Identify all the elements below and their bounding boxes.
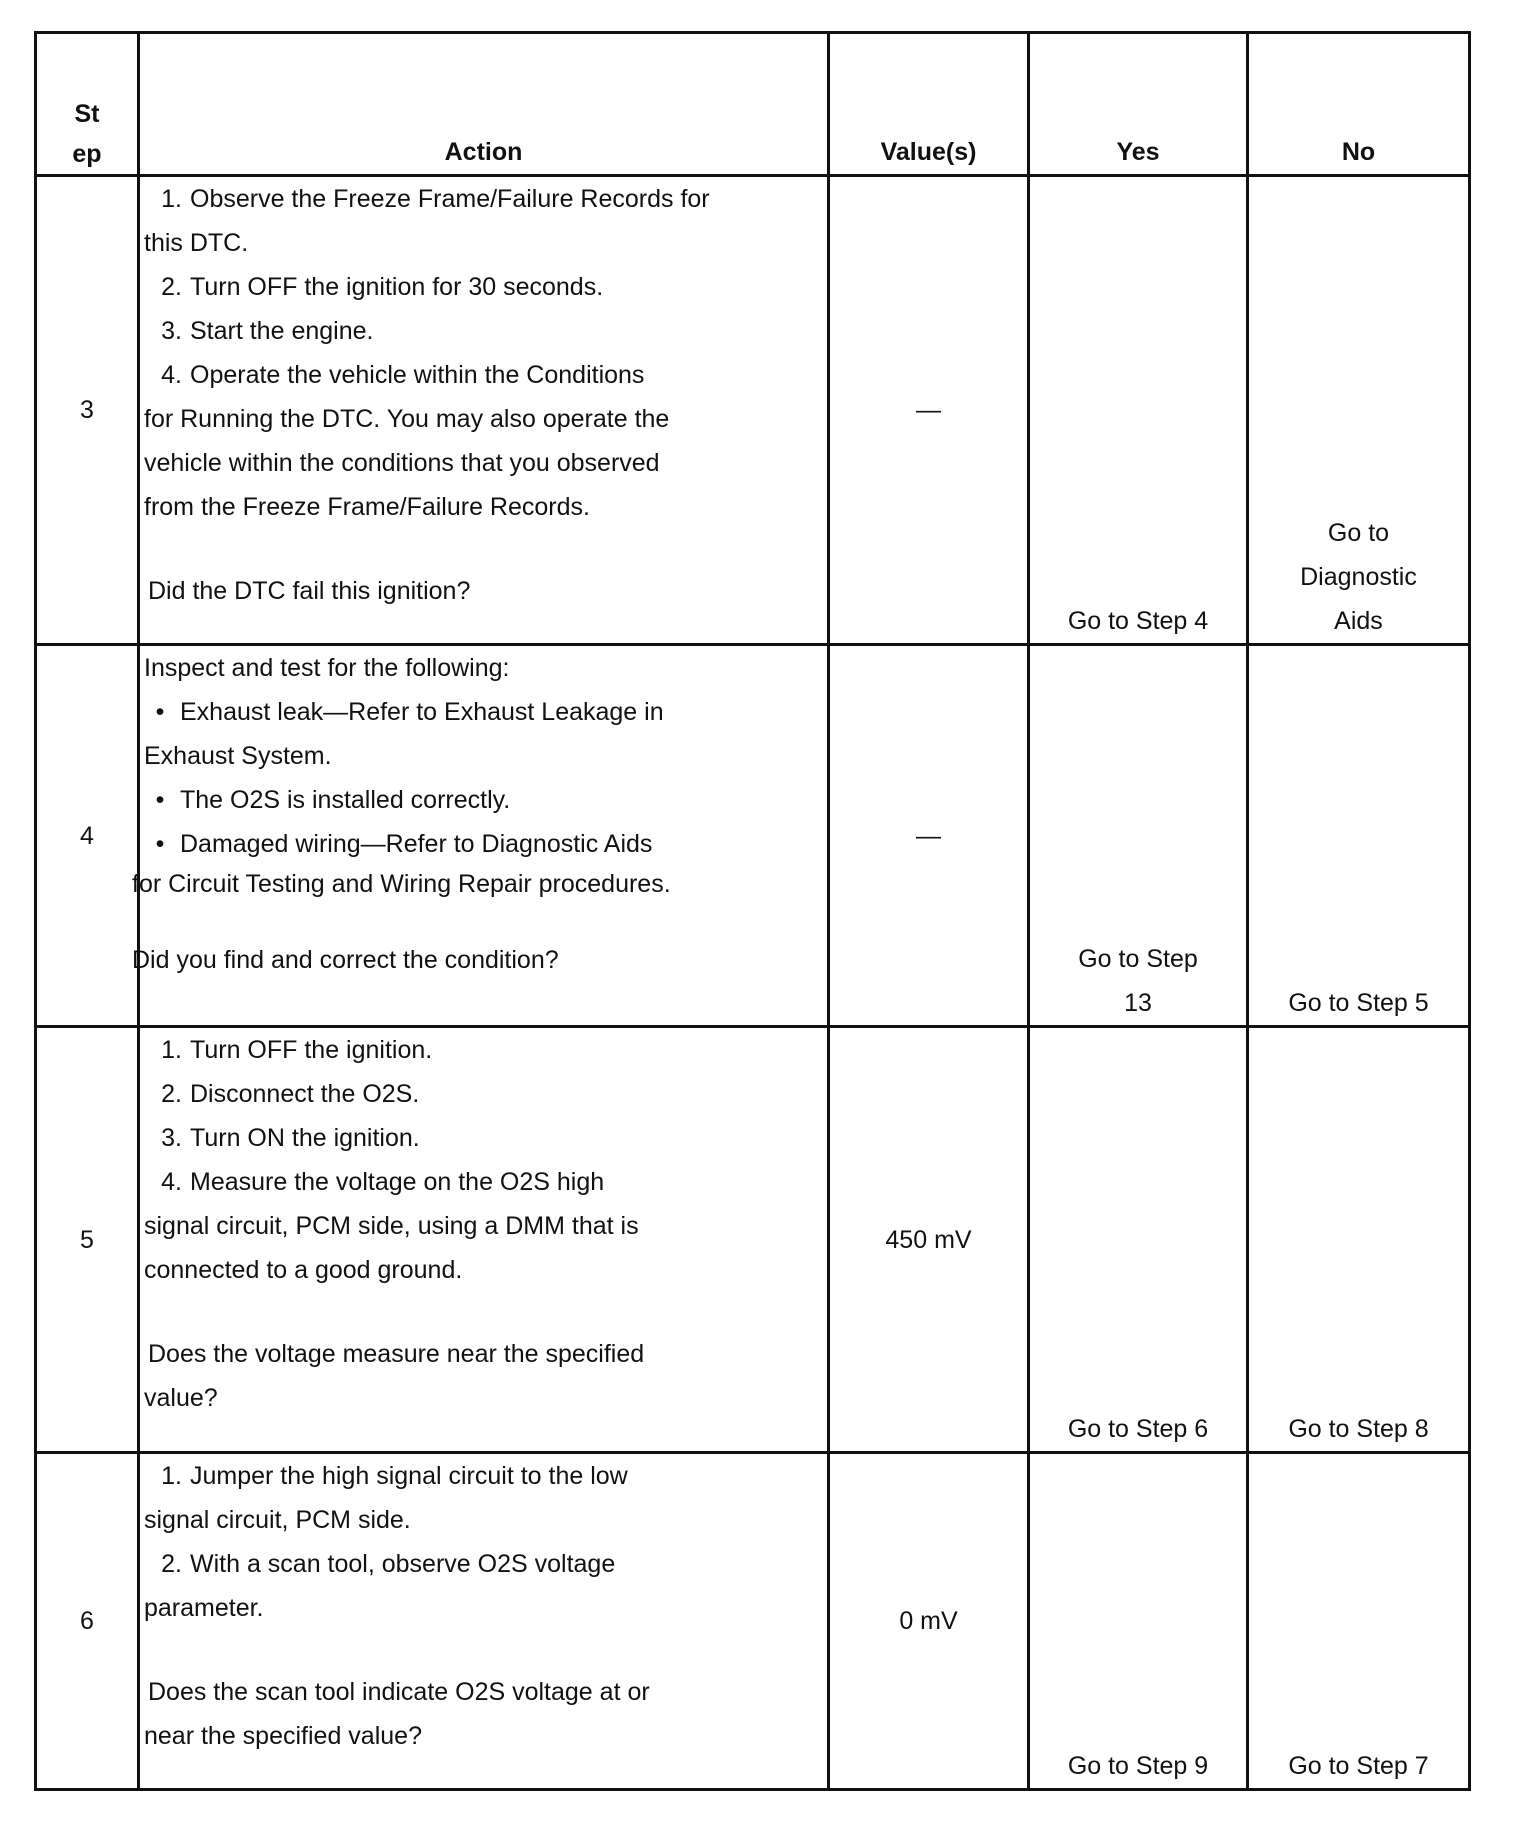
table-row-step-3 bbox=[36, 176, 1470, 645]
no-cell bbox=[1248, 176, 1470, 645]
action-line: this DTC. bbox=[144, 229, 249, 257]
action-line: 1. Turn OFF the ignition. bbox=[161, 1036, 433, 1064]
action-cell bbox=[139, 176, 829, 645]
action-line: signal circuit, PCM side. bbox=[144, 1506, 411, 1534]
step-number: 4 bbox=[36, 645, 139, 1027]
action-line: for Running the DTC. You may also operate the bbox=[144, 405, 670, 433]
action-bullet: • The O2S is installed correctly. bbox=[155, 786, 511, 814]
header-step bbox=[36, 33, 139, 176]
action-line: connected to a good ground. bbox=[144, 1256, 463, 1284]
yes-cell bbox=[1029, 645, 1248, 1027]
diagnostic-table-container bbox=[34, 31, 1468, 1791]
action-cell bbox=[139, 1453, 829, 1790]
header-step-line1: St bbox=[74, 100, 100, 128]
action-line: 4. Operate the vehicle within the Conditions bbox=[161, 361, 645, 389]
table-body bbox=[36, 176, 1470, 1790]
action-question: Did you find and correct the condition? bbox=[132, 946, 559, 974]
action-cell bbox=[132, 645, 829, 1027]
yes-cell: Go to Step 4 bbox=[1029, 176, 1248, 645]
action-line: Inspect and test for the following: bbox=[144, 654, 510, 682]
action-line: vehicle within the conditions that you observed bbox=[144, 449, 660, 477]
action-cell bbox=[139, 1027, 829, 1453]
value-cell: — bbox=[829, 645, 1029, 1027]
no-line: Go to bbox=[1327, 519, 1390, 547]
no-cell: Go to Step 5 bbox=[1248, 645, 1470, 1027]
table-row-step-4 bbox=[36, 645, 1470, 1027]
table-header bbox=[36, 33, 1470, 176]
step-number: 6 bbox=[36, 1453, 139, 1790]
no-line: Aids bbox=[1334, 607, 1383, 635]
no-cell: Go to Step 7 bbox=[1248, 1453, 1470, 1790]
diagnostic-table bbox=[34, 31, 1471, 1791]
table-row-step-6 bbox=[36, 1453, 1470, 1790]
value-cell: — bbox=[829, 176, 1029, 645]
action-question-cont: value? bbox=[144, 1384, 218, 1412]
step-number: 5 bbox=[36, 1027, 139, 1453]
action-question: Does the scan tool indicate O2S voltage at or bbox=[148, 1678, 650, 1706]
action-line: 2. With a scan tool, observe O2S voltage bbox=[161, 1550, 616, 1578]
action-line: 2. Disconnect the O2S. bbox=[161, 1080, 420, 1108]
step-number: 3 bbox=[36, 176, 139, 645]
header-step-line2: ep bbox=[72, 140, 102, 168]
header-row bbox=[36, 33, 1470, 176]
action-line: signal circuit, PCM side, using a DMM that is bbox=[144, 1212, 639, 1240]
header-no: No bbox=[1248, 33, 1470, 176]
action-line: 2. Turn OFF the ignition for 30 seconds. bbox=[161, 273, 604, 301]
action-line: 1. Jumper the high signal circuit to the low bbox=[161, 1462, 628, 1490]
action-line: for Circuit Testing and Wiring Repair procedures. bbox=[132, 870, 671, 898]
no-cell: Go to Step 8 bbox=[1248, 1027, 1470, 1453]
action-question-cont: near the specified value? bbox=[144, 1722, 422, 1750]
action-bullet: • Exhaust leak—Refer to Exhaust Leakage in bbox=[155, 698, 664, 726]
action-line: Exhaust System. bbox=[144, 742, 332, 770]
action-line: 3. Turn ON the ignition. bbox=[161, 1124, 420, 1152]
action-line: 4. Measure the voltage on the O2S high bbox=[161, 1168, 605, 1196]
action-line: 3. Start the engine. bbox=[161, 317, 374, 345]
header-yes: Yes bbox=[1029, 33, 1248, 176]
yes-cell: Go to Step 9 bbox=[1029, 1453, 1248, 1790]
header-values: Value(s) bbox=[829, 33, 1029, 176]
yes-line: Go to Step bbox=[1078, 945, 1198, 973]
yes-cell: Go to Step 6 bbox=[1029, 1027, 1248, 1453]
value-cell: 450 mV bbox=[829, 1027, 1029, 1453]
action-question: Does the voltage measure near the specified bbox=[148, 1340, 645, 1368]
yes-line: 13 bbox=[1124, 989, 1152, 1017]
table-row-step-5 bbox=[36, 1027, 1470, 1453]
action-line: from the Freeze Frame/Failure Records. bbox=[144, 493, 590, 521]
value-cell: 0 mV bbox=[829, 1453, 1029, 1790]
action-line: parameter. bbox=[144, 1594, 264, 1622]
action-question: Did the DTC fail this ignition? bbox=[148, 577, 471, 605]
header-action: Action bbox=[139, 33, 829, 176]
no-line: Diagnostic bbox=[1300, 563, 1417, 591]
action-bullet: • Damaged wiring—Refer to Diagnostic Aids bbox=[155, 830, 653, 858]
action-line: 1. Observe the Freeze Frame/Failure Records for bbox=[161, 185, 710, 213]
